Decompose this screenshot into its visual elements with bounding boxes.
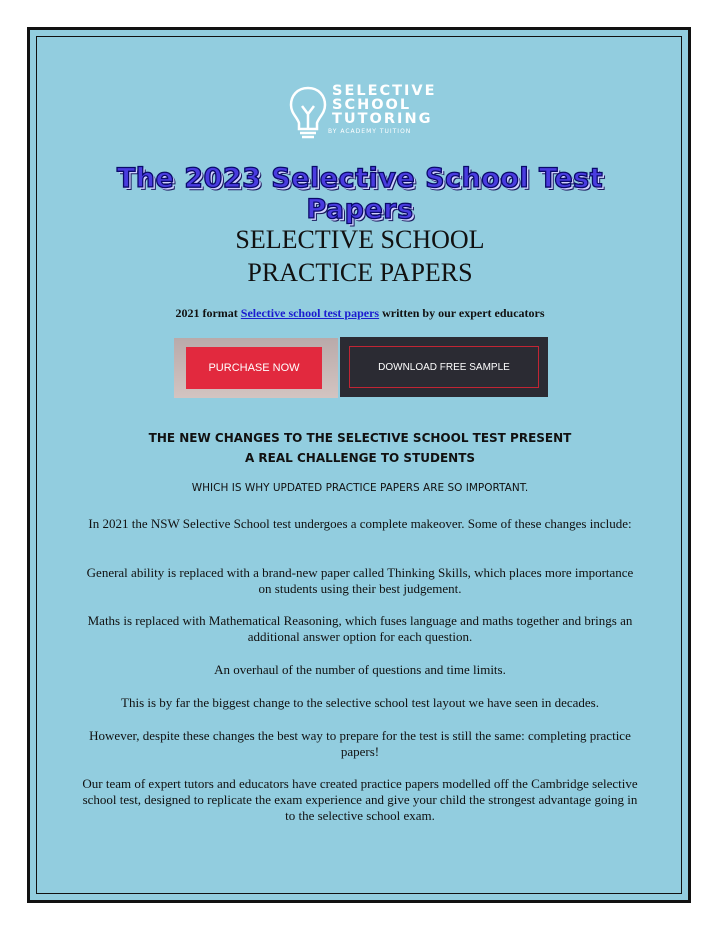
paragraph-thinking-skills: General ability is replaced with a brand-new paper called Thinking Skills, which places more importance on students using their best judgement.	[86, 565, 634, 596]
test-papers-link[interactable]: Selective school test papers	[240, 306, 380, 320]
logo-line-1: SELECTIVE	[332, 83, 437, 99]
subtitle-after: written by our expert educators	[382, 306, 545, 320]
subtitle	[0, 306, 720, 321]
section-heading-line-2: A REAL CHALLENGE TO STUDENTS	[244, 451, 476, 465]
download-banner[interactable]	[340, 337, 548, 397]
logo-line-3: TUTORING	[332, 111, 433, 127]
section-note: WHICH IS WHY UPDATED PRACTICE PAPERS ARE SO IMPORTANT.	[191, 482, 529, 494]
section-heading-line-1: THE NEW CHANGES TO THE SELECTIVE SCHOOL TEST PRESENT	[148, 431, 572, 445]
brand-logo	[288, 84, 438, 154]
banner-title	[80, 163, 640, 225]
purchase-banner[interactable]	[174, 338, 338, 398]
paragraph-biggest-change: This is by far the biggest change to the selective school test layout we have seen in decades.	[121, 695, 599, 710]
subtitle-before: 2021 format	[175, 306, 238, 320]
paragraph-prepare: However, despite these changes the best way to prepare for the test is still the same: completing practice papers!	[89, 728, 631, 759]
lightbulb-icon	[288, 84, 328, 144]
paragraph-team: Our team of expert tutors and educators have created practice papers modelled off the Cambridge selective school test, designed to replicate the exam experience and give your child the strongest advantage going in to the selective school exam.	[82, 776, 638, 823]
paragraph-intro: In 2021 the NSW Selective School test undergoes a complete makeover. Some of these changes include:	[88, 516, 632, 531]
logo-line-2: SCHOOL	[332, 97, 412, 113]
document-page	[27, 27, 691, 903]
page-title-line-2: PRACTICE PAPERS	[247, 258, 473, 287]
download-sample-button[interactable]: DOWNLOAD FREE SAMPLE	[349, 346, 539, 388]
banner-text: The 2023 Selective School Test Papers	[116, 163, 604, 225]
purchase-now-button[interactable]: PURCHASE NOW	[186, 347, 322, 389]
page-title-line-1: SELECTIVE SCHOOL	[235, 225, 485, 254]
logo-subline: BY ACADEMY TUITION	[328, 128, 412, 135]
paragraph-maths: Maths is replaced with Mathematical Reasoning, which fuses language and maths together and brings an additional answer option for each question.	[87, 613, 633, 644]
paragraph-overhaul: An overhaul of the number of questions and time limits.	[214, 662, 506, 677]
